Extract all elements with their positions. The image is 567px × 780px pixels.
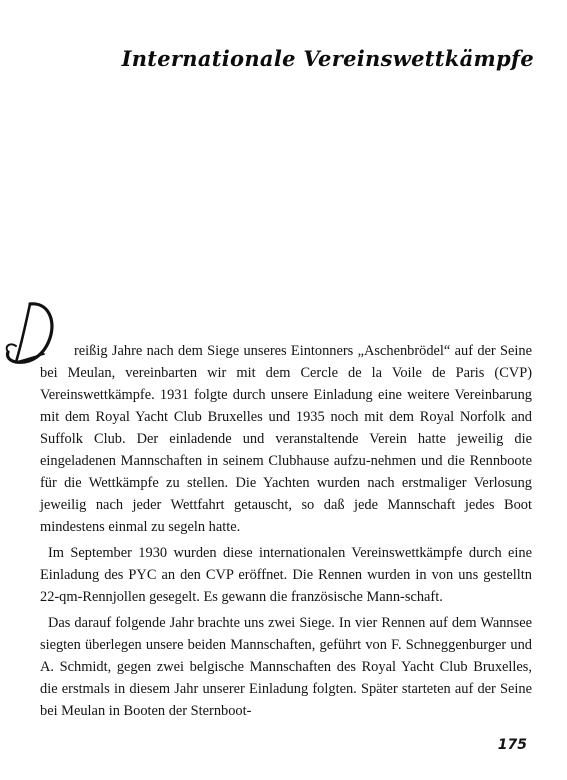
paragraph-3: Das darauf folgende Jahr brachte uns zwei Siege. In vier Rennen auf dem Wannsee siegten überlegen unsere beiden Mannschaften, geführt von F. Schneggenburger und A. Schmidt, gegen zwei belgische Mannschaften des Royal Yacht Club Bruxelles, die erstmals in diesem Jahr unserer Einladung folgten. Später starteten auf der Seine bei Meulan in Booten der Sternboot- [40,615,532,719]
paragraph-2: Im September 1930 wurden diese internationalen Vereinswettkämpfe durch eine Einladung des PYC an den CVP eröffnet. Die Rennen wurden in von uns gestelltn 22-qm-Rennjollen gesegelt. Es gewann die französische Mann-schaft. [40,545,532,605]
chapter-heading: Internationale Vereinswettkämpfe [121,46,534,71]
page-number: 175 [497,737,527,753]
paragraph-1: reißig Jahre nach dem Siege unseres Eintonners „Aschenbrödel“ auf der Seine bei Meulan, vereinbarten wir mit dem Cercle de la Voile de Paris (CVP) Vereinswettkämpfe. 1931 folgte durch unsere Einladung eine weitere Vereinbarung mit dem Royal Yacht Club Bruxelles und 1935 noch mit dem Royal Norfolk and Suffolk Club. Der einladende und veranstaltende Verein hatte jeweilig die eingeladenen Mannschaften in seinem Clubhause aufzu-nehmen und die Rennboote für die Wettkämpfe zu stellen. Die Yachten wurden nach erstmaliger Verlosung jeweilig nach jeder Wettfahrt getauscht, so daß jede Mannschaft jedes Boot mindestens einmal zu segeln hatte. [40,343,532,535]
body-text [40,340,532,722]
